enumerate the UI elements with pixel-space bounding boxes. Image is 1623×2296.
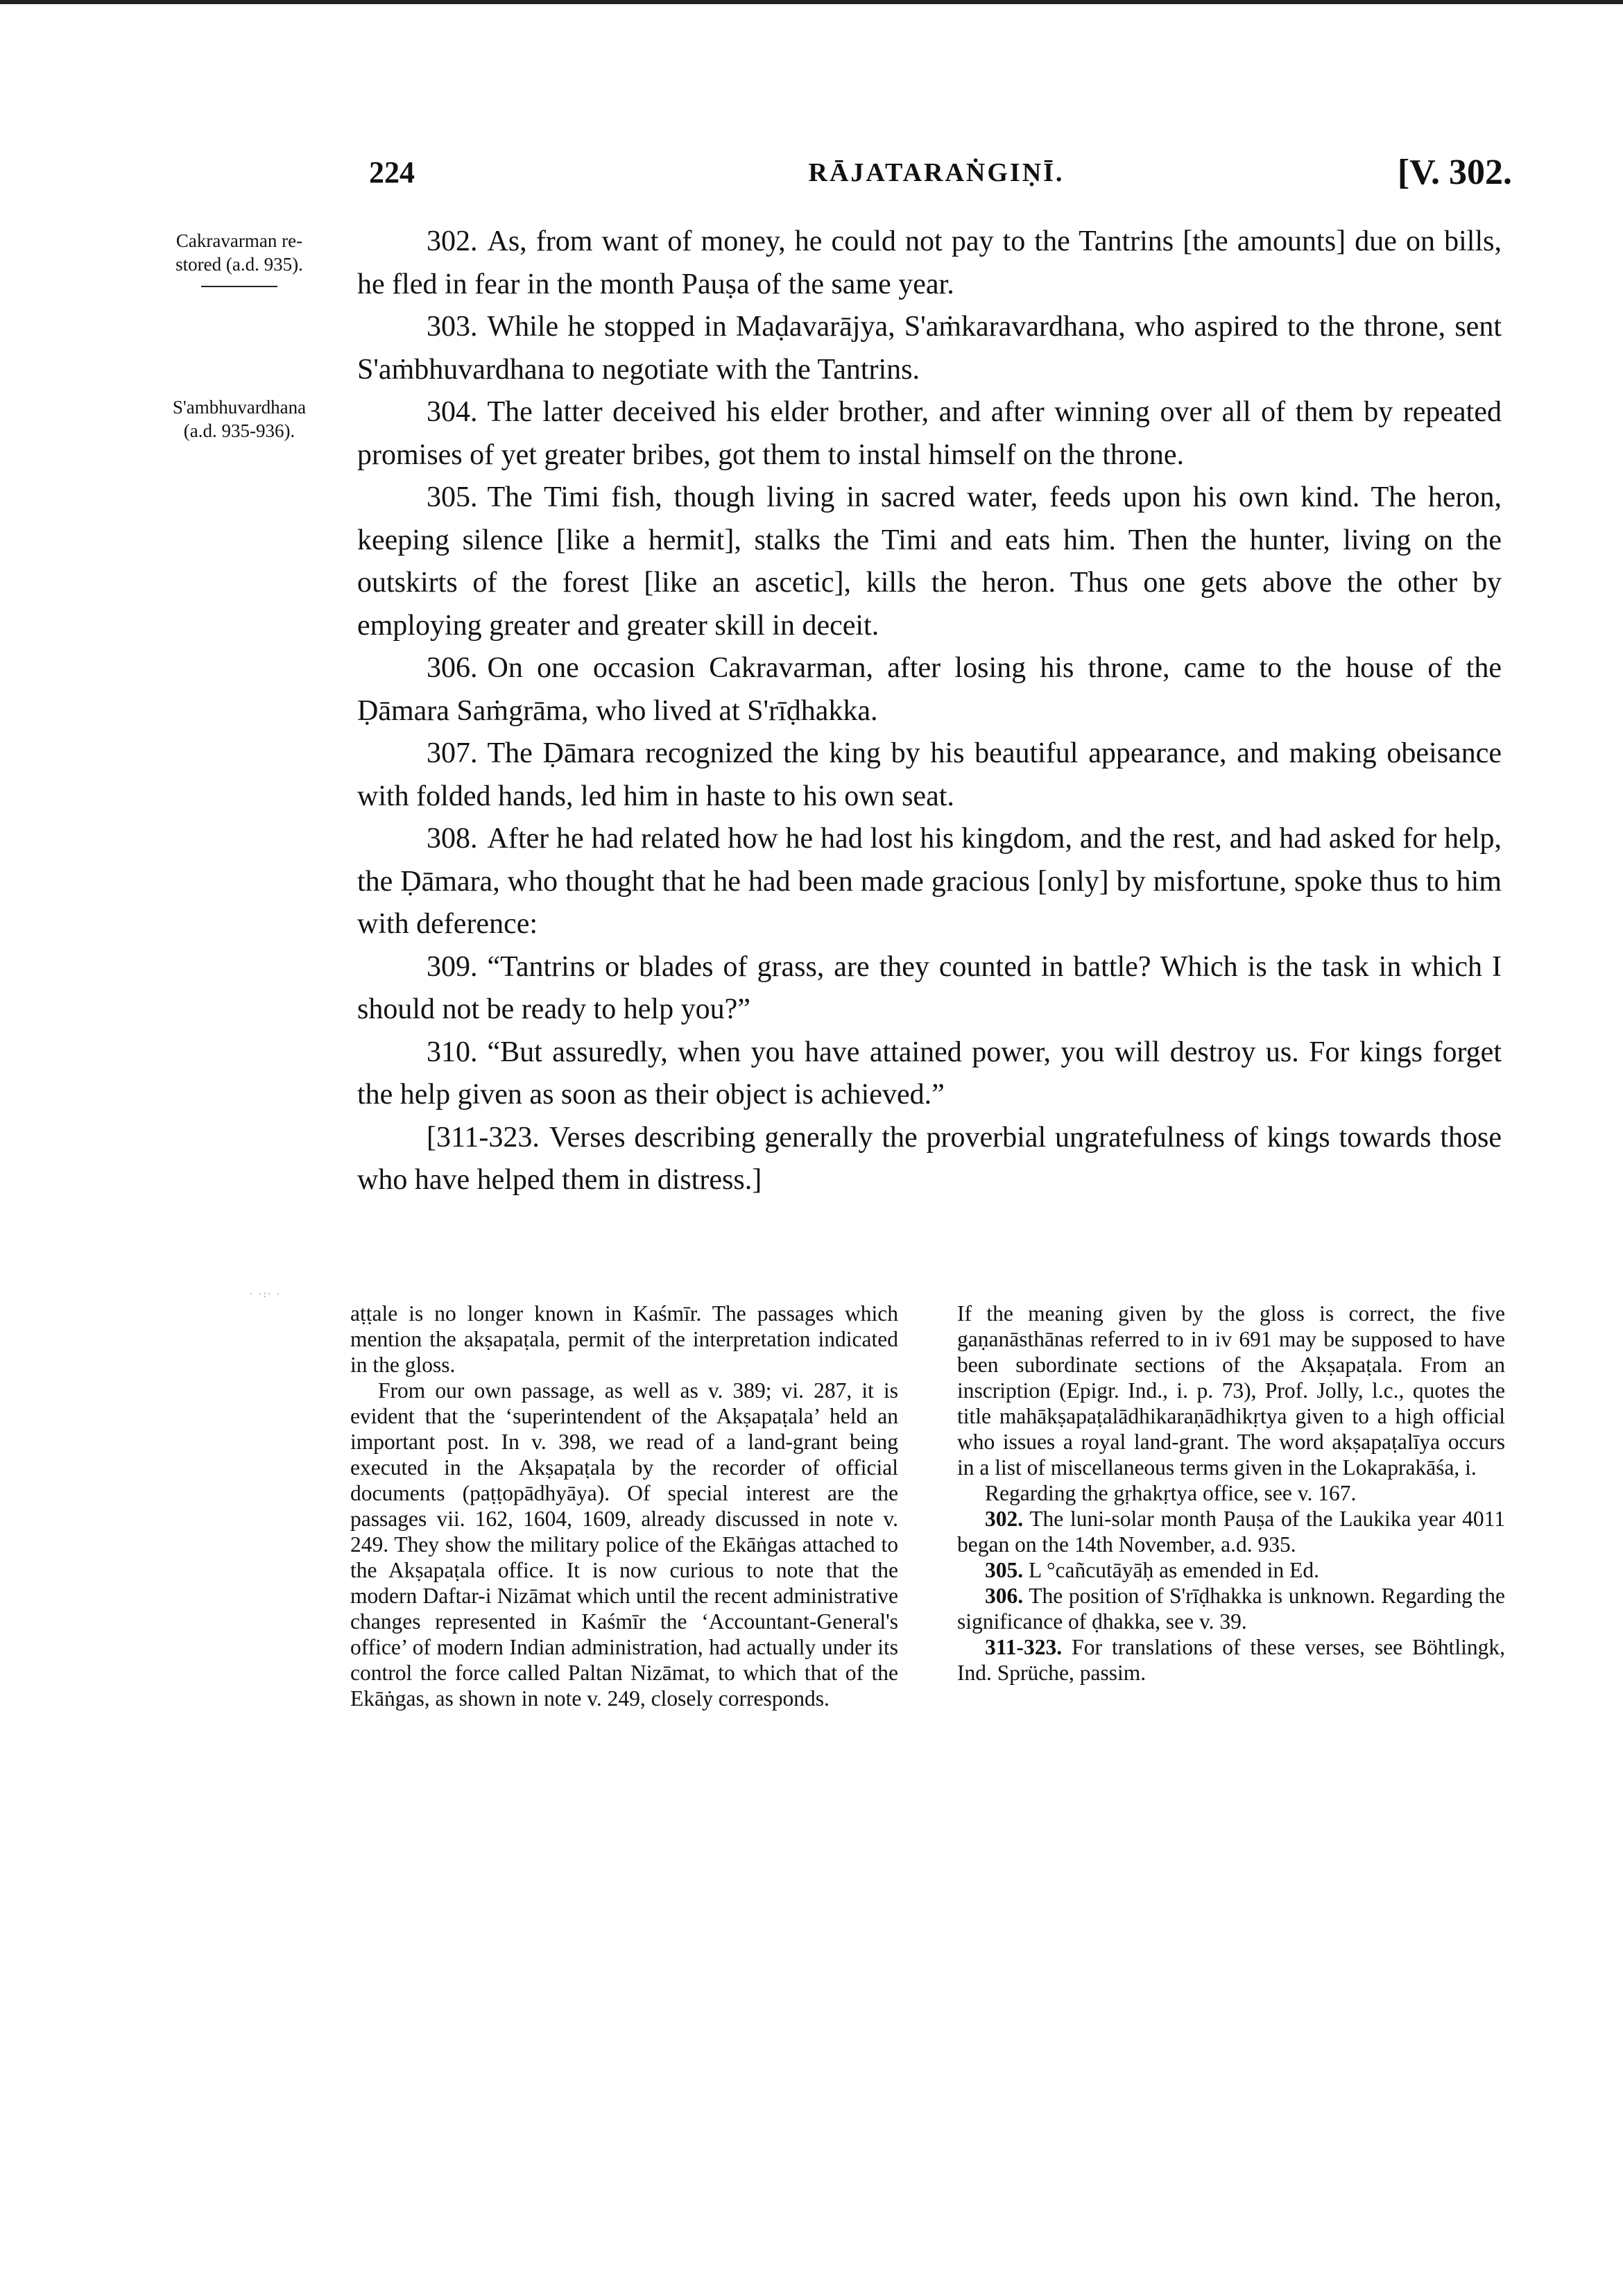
footnote-paragraph — [957, 1557, 1505, 1583]
verse-number: 309. — [427, 950, 478, 983]
verse-paragraph — [357, 1031, 1502, 1117]
verse-number: 310. — [427, 1036, 478, 1068]
verse-paragraph — [357, 391, 1502, 477]
footnote-paragraph — [957, 1301, 1505, 1480]
verse-number: 303. — [427, 311, 478, 343]
main-text — [357, 221, 1502, 1202]
footnotes — [350, 1301, 1505, 1869]
margin-rule — [201, 286, 277, 287]
verse-text: After he had related how he had lost his kingdom, and the rest, and had asked for help, the Ḍāmara, who thought that he had been made gracious [only] by misfortune, spoke thus to him with deference: — [357, 823, 1502, 940]
verse-text: As, from want of money, he could not pay to the Tantrins [the amounts] due on bills, he fled in fear in the month Pauṣa of the same year. — [357, 225, 1502, 300]
verse-text: Verses describing generally the proverbial ungratefulness of kings towards those who have helped them in distress.] — [357, 1121, 1502, 1196]
verse-paragraph — [357, 818, 1502, 946]
verse-text: While he stopped in Maḍavarājya, S'aṁkaravardhana, who aspired to the throne, sent S'aṁbhuvardhana to negotiate with the Tantrins. — [357, 311, 1502, 386]
verse-text: The latter deceived his elder brother, and after winning over all of them by repeated promises of yet greater bribes, got them to instal himself on the throne. — [357, 396, 1502, 471]
footnotes-left-column — [350, 1301, 898, 1711]
verse-paragraph — [357, 477, 1502, 647]
verse-text: “But assuredly, when you have attained power, you will destroy us. For kings forget the help given as soon as their object is achieved.” — [357, 1036, 1502, 1111]
verse-paragraph — [357, 733, 1502, 818]
page-number: 224 — [369, 155, 415, 189]
footnotes-right-column — [957, 1301, 1505, 1686]
verse-number: 305. — [427, 481, 478, 513]
margin-note-line: stored (a.d. 935). — [175, 254, 303, 275]
margin-note-line: Cakravarman re- — [175, 230, 303, 251]
footnote-paragraph: aṭṭale is no longer known in Kaśmīr. The passages which mention the akṣapaṭala, permit of the interpretation indicated in the gloss. — [350, 1301, 898, 1377]
page-header — [361, 149, 1512, 205]
footnote-paragraph — [957, 1583, 1505, 1634]
footnote-text: For translations of these verses, see Böhtlingk, Ind. Sprüche, passim. — [957, 1635, 1505, 1685]
footnote-paragraph: From our own passage, as well as v. 389; vi. 287, it is evident that the ‘superintendent of the Akṣapaṭala’ held an important post. In v. 398, we read of a land-grant being executed in the Akṣapaṭala by the recorder of official documents (paṭṭopādhyāya). Of special interest are the passages vii. 162, 1604, 1609, already discussed in note v. 249. They show the military police of the Ekāṅgas attached to the Akṣapaṭala office. It is now curious to note that the modern Daftar-i Nizāmat which until the recent administrative changes represented in Kaśmīr the ‘Accountant-General's office’ of modern Indian administration, had actually under its control the force called Paltan Nizāmat, to which that of the Ekāṅgas, as shown in note v. 249, closely corresponds. — [350, 1378, 898, 1711]
footnote-number: 311-323. — [985, 1635, 1063, 1659]
verse-reference: [V. 302. — [1397, 153, 1512, 192]
footnote-paragraph — [957, 1506, 1505, 1557]
verse-number: [311-323. — [427, 1121, 540, 1154]
verse-paragraph — [357, 1117, 1502, 1202]
verse-paragraph — [357, 221, 1502, 306]
footnote-text: If the meaning given by the gloss is correct, the five gaṇanāsthānas referred to in iv 691 may be supposed to have been subordinate sections of the Akṣapaṭala. From an inscription (Epigr. Ind., i. p. 73), Prof. Jolly, l.c., quotes the title mahākṣapaṭalādhikaraṇādhikṛtya given to a high official who issues a royal land-grant. The word akṣapaṭalīya occurs in a list of miscellaneous terms given in the Lokaprakāśa, i. — [957, 1301, 1505, 1480]
scan-speck-mark: · ·:· · — [250, 1289, 282, 1300]
verse-number: 302. — [427, 225, 478, 257]
footnote-text: Regarding the gṛhakṛtya office, see v. 167. — [985, 1481, 1357, 1505]
verse-paragraph — [357, 946, 1502, 1031]
verse-text: “Tantrins or blades of grass, are they counted in battle? Which is the task in which I should not be ready to help you?” — [357, 950, 1502, 1025]
verse-number: 308. — [427, 823, 478, 855]
verse-text: On one occasion Cakravarman, after losing his throne, came to the house of the Ḍāmara Saṁgrāma, who lived at S'rīḍhakka. — [357, 652, 1502, 727]
verse-number: 304. — [427, 396, 478, 428]
footnote-number: 305. — [985, 1558, 1024, 1582]
verse-text: The Timi fish, though living in sacred water, feeds upon his own kind. The heron, keeping silence [like a hermit], stalks the Timi and eats him. Then the hunter, living on the outskirts of the forest [like an ascetic], kills the heron. Thus one gets above the other by employing greater and greater skill in deceit. — [357, 481, 1502, 642]
verse-number: 307. — [427, 737, 478, 769]
footnote-paragraph — [957, 1480, 1505, 1506]
margin-note-line: (a.d. 935-936). — [183, 420, 295, 441]
margin-note-sambhuvardhana — [135, 395, 343, 443]
footnote-text: The luni-solar month Pauṣa of the Laukika year 4011 began on the 14th November, a.d. 935. — [957, 1507, 1505, 1557]
running-title: RĀJATARAṄGIṆĪ. — [808, 158, 1065, 187]
footnote-number: 306. — [985, 1584, 1024, 1608]
margin-note-line: S'ambhuvardhana — [172, 397, 307, 418]
footnote-number: 302. — [985, 1507, 1024, 1531]
margin-note-cakravarman — [135, 229, 343, 287]
verse-paragraph — [357, 306, 1502, 391]
verse-text: The Ḍāmara recognized the king by his beautiful appearance, and making obeisance with folded hands, led him in haste to his own seat. — [357, 737, 1502, 812]
footnote-text: The position of S'rīḍhakka is unknown. Regarding the significance of ḍhakka, see v. 39. — [957, 1584, 1505, 1634]
verse-paragraph — [357, 647, 1502, 733]
footnote-text: L °cañcutāyāḥ as emended in Ed. — [1029, 1558, 1320, 1582]
footnote-paragraph — [957, 1634, 1505, 1686]
top-border-line — [0, 0, 1623, 4]
verse-number: 306. — [427, 652, 478, 684]
